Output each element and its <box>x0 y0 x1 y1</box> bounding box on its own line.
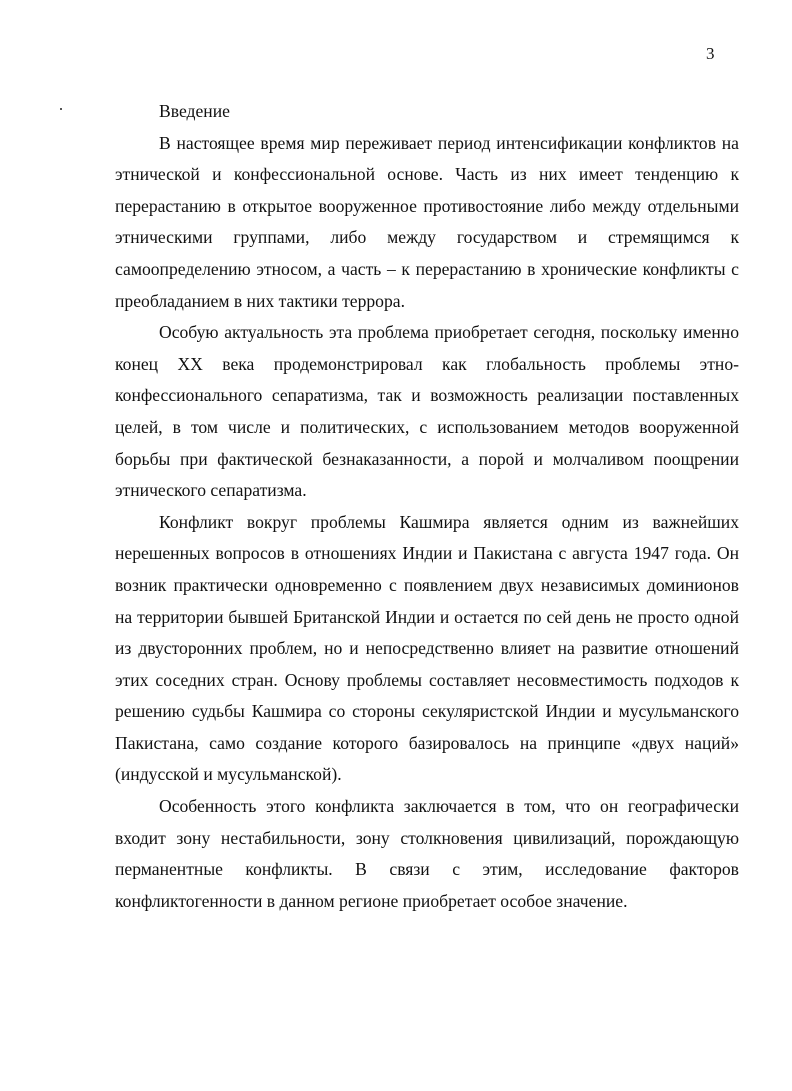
paragraph-4: Особенность этого конфликта заключается в том, что он географически входит зону нестабильности, зону столкновения цивилизаций, порождающую перманентные конфликты. В связи с этим, исследование факторов конфликтогенности в данном регионе приобретает особое значение. <box>115 796 739 911</box>
section-heading: Введение <box>159 101 230 121</box>
paragraph-3: Конфликт вокруг проблемы Кашмира является одним из важнейших нерешенных вопросов в отношениях Индии и Пакистана с августа 1947 года. Он возник практически одновременно с появлением двух независимых доминионов на территории бывшей Британской Индии и остается по сей день не просто одной из двусторонних проблем, но и непосредственно влияет на развитие отношений этих соседних стран. Основу проблемы составляет несовместимость подходов к решению судьбы Кашмира со стороны секуляристской Индии и мусульманского Пакистана, само создание которого базировалось на принципе «двух наций» (индусской и мусульманской). <box>115 511 739 785</box>
paragraph-1: В настоящее время мир переживает период интенсификации конфликтов на этнической и конфессиональной основе. Часть из них имеет тенденцию к перерастанию в открытое вооруженное противостояние либо между отдельными этническими группами, либо между государством и стремящимся к самоопределению этносом, а часть – к перерастанию в хронические конфликты с преобладанием в них тактики террора. <box>115 132 739 311</box>
page-number: 3 <box>706 44 715 63</box>
paragraph-2: Особую актуальность эта проблема приобретает сегодня, поскольку именно конец XX века продемонстрировал как глобальность проблемы этно-конфессионального сепаратизма, так и возможность реализации поставленных целей, в том числе и политических, с использованием методов вооруженной борьбы при фактической безнаказанности, а порой и молчаливом поощрении этнического сепаратизма. <box>115 322 739 501</box>
document-body <box>115 96 739 917</box>
stray-dot <box>60 108 62 110</box>
